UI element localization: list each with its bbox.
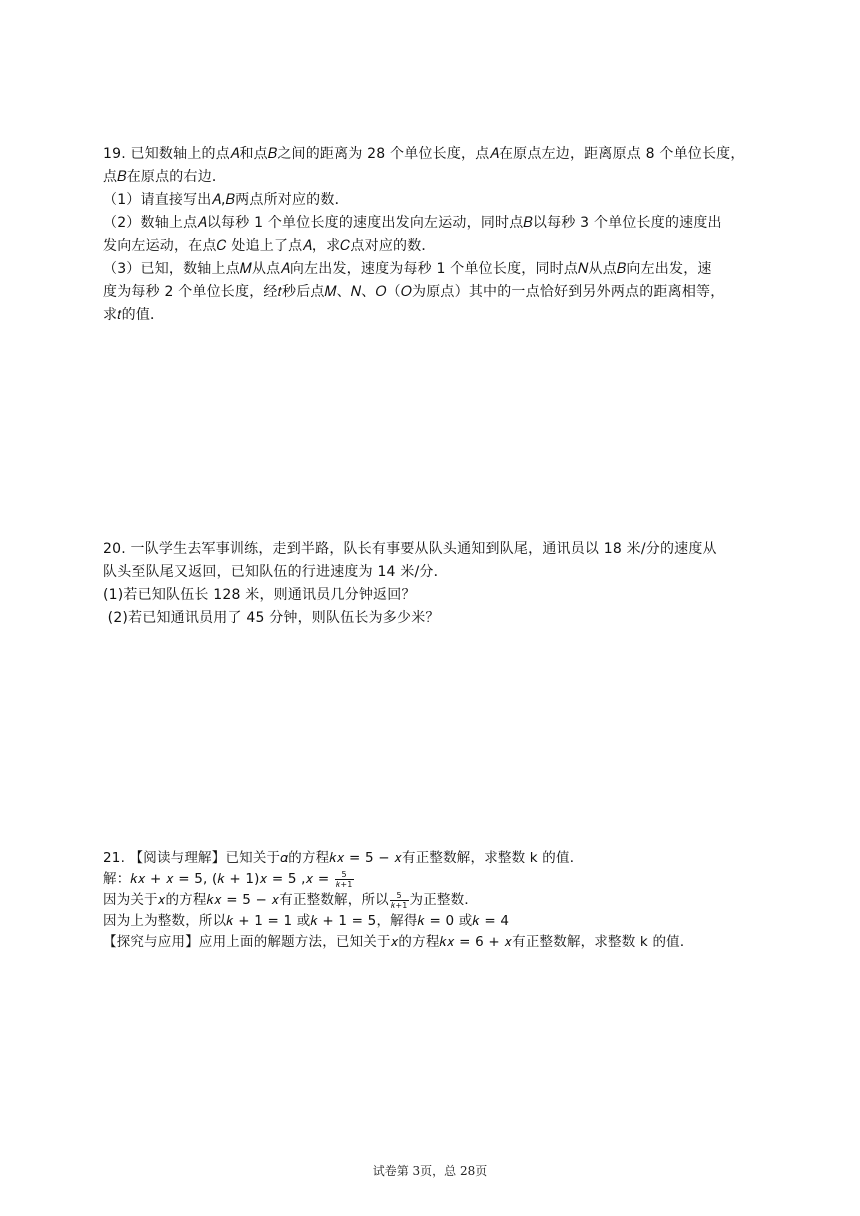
q21-conclusion-line: 因为上为整数，所以𝑘 + 1 = 1 或𝑘 + 1 = 5，解得𝑘 = 0 或𝑘 = 4 — [103, 913, 510, 929]
fraction — [335, 870, 354, 889]
q19-line: 度为每秒 2 个单位长度，经𝑡秒后点𝑀、𝑁、𝑂（𝑂为原点）其中的一点恰好到另外两点的距离相等， — [103, 284, 725, 300]
fraction-numerator: 5 — [390, 891, 409, 901]
q21-reason-text: 因为关于𝑥的方程𝑘𝑥 = 5 − 𝑥有正整数解，所以 — [103, 892, 389, 908]
q19-part-1: （1）请直接写出𝐴,𝐵两点所对应的数． — [103, 192, 349, 208]
q20-line: 20. 一队学生去军事训练，走到半路，队长有事要从队头通知到队尾，通讯员以 18 米/分的速度从 — [103, 541, 717, 557]
fraction-denominator: 𝑘+1 — [390, 900, 408, 910]
q19-line: 19. 已知数轴上的点𝐴和点𝐵之间的距离为 28 个单位长度，点𝐴在原点左边，距离原点 8 个单位长度， — [103, 146, 745, 162]
fraction-numerator: 5 — [335, 870, 354, 880]
q21-reason-line — [103, 890, 773, 911]
fraction — [390, 891, 409, 910]
question-21 — [103, 848, 773, 953]
q21-solution-text: 解：𝑘𝑥 + 𝑥 = 5, (𝑘 + 1)𝑥 = 5 ,𝑥 = — [103, 871, 334, 887]
q20-part-2: (2)若已知通讯员用了 45 分钟，则队伍长为多少米？ — [103, 610, 440, 626]
q19-part-2: （2）数轴上点𝐴以每秒 1 个单位长度的速度出发向左运动，同时点𝐵以每秒 3 个单位长度的速度出 — [103, 215, 722, 231]
q19-line: 发向左运动，在点𝐶 处追上了点𝐴，求𝐶点对应的数． — [103, 238, 436, 254]
q19-part-3: （3）已知，数轴上点𝑀从点𝐴向左出发，速度为每秒 1 个单位长度，同时点𝑁从点𝐵向左出发，速 — [103, 261, 712, 277]
q21-reason-suffix: 为正整数． — [409, 892, 479, 908]
q20-line: 队头至队尾又返回，已知队伍的行进速度为 14 米/分． — [103, 564, 448, 580]
q19-line: 点𝐵在原点的右边． — [103, 169, 227, 185]
question-20 — [103, 538, 773, 630]
q19-line: 求𝑡的值． — [103, 307, 165, 323]
page-footer: 试卷第 3页，总 28页 — [372, 1164, 488, 1178]
q21-explore-line: 【探究与应用】应用上面的解题方法，已知关于𝑥的方程𝑘𝑥 = 6 + 𝑥有正整数解，求整数 k 的值． — [103, 934, 694, 950]
q20-part-1: (1)若已知队伍长 128 米，则通讯员几分钟返回？ — [103, 587, 416, 603]
q21-title: 21. 【阅读与理解】已知关于𝛼的方程𝑘𝑥 = 5 − 𝑥有正整数解，求整数 k 的值． — [103, 850, 584, 866]
q21-solution-line — [103, 869, 773, 890]
question-19 — [103, 143, 773, 327]
fraction-denominator: 𝑘+1 — [335, 879, 353, 889]
